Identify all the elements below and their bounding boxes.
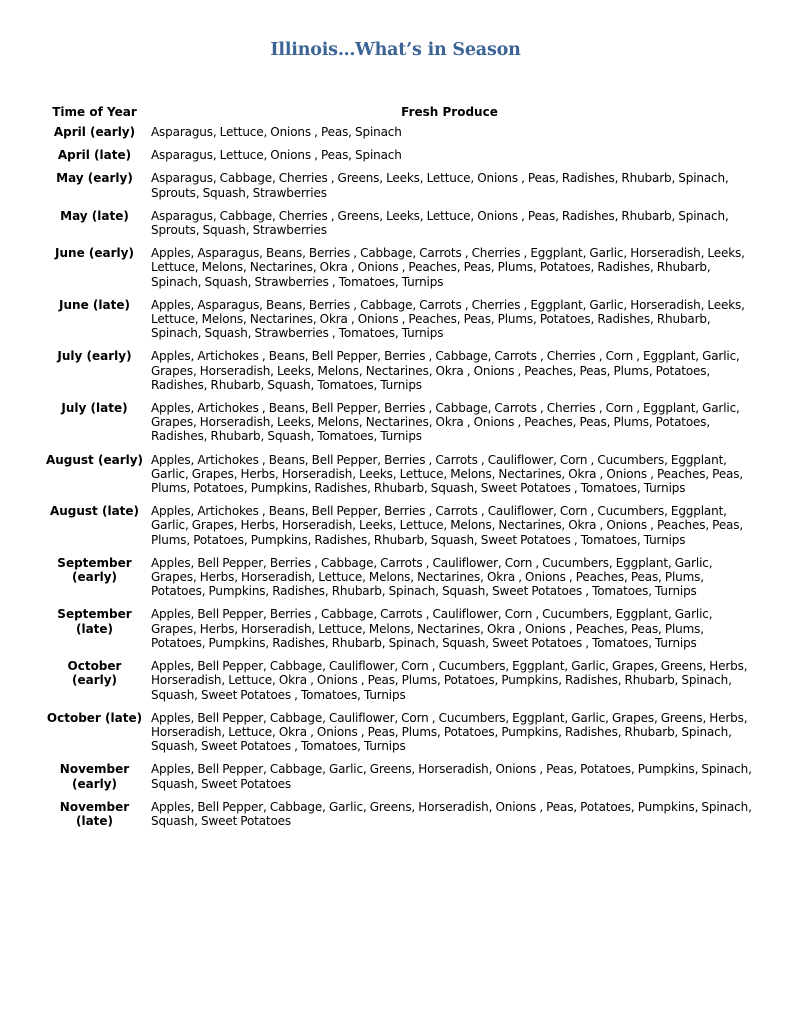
table-row — [44, 246, 754, 298]
produce-cell: Apples, Bell Pepper, Berries , Cabbage, Carrots , Cauliflower, Corn , Cucumbers, Eggplant, Garlic, Grapes, Herbs, Horseradish, Lettuce, Melons, Nectarines, Okra , Onions , Peaches, Peas, Plums, Potatoes, Pumpkins, Radishes, Rhubarb, Spinach, Squash, Sweet Potatoes , Tomatoes, Turnips — [151, 607, 713, 650]
produce-cell: Apples, Bell Pepper, Cabbage, Garlic, Greens, Horseradish, Onions , Peas, Potatoes, Pumpkins, Spinach, Squash, Sweet Potatoes — [151, 799, 752, 828]
table-row — [44, 607, 754, 659]
table-row — [44, 800, 754, 837]
period-cell: May (early) — [56, 171, 133, 186]
period-cell: April (late) — [57, 148, 132, 163]
table-row — [44, 711, 754, 763]
period-cell: September (late) — [57, 607, 132, 636]
page-title: Illinois…What’s in Season — [270, 40, 521, 60]
period-cell: September (early) — [57, 555, 132, 585]
produce-cell: Apples, Bell Pepper, Berries , Cabbage, Carrots , Cauliflower, Corn , Cucumbers, Eggplant, Garlic, Grapes, Herbs, Horseradish, Lettuce, Melons, Nectarines, Okra , Onions , Peaches, Peas, Plums, Potatoes, Pumpkins, Radishes, Rhubarb, Spinach, Squash, Sweet Potatoes , Tomatoes, Turnips — [151, 555, 713, 599]
fresh-produce-header: Fresh Produce — [401, 105, 498, 119]
table-header-row — [44, 104, 754, 125]
period-cell: April (early) — [53, 125, 136, 139]
table-row — [44, 298, 754, 350]
period-cell: June (early) — [55, 246, 134, 261]
period-cell: August (late) — [49, 504, 140, 519]
period-cell: July (early) — [57, 349, 132, 364]
time-of-year-header: Time of Year — [52, 105, 137, 119]
table-row — [44, 349, 754, 401]
produce-cell: Apples, Bell Pepper, Cabbage, Garlic, Greens, Horseradish, Onions , Peas, Potatoes, Pumpkins, Spinach, Squash, Sweet Potatoes — [151, 762, 752, 791]
table-row — [44, 762, 754, 799]
period-cell: July (late) — [61, 401, 128, 416]
season-table — [44, 104, 754, 837]
produce-cell: Apples, Asparagus, Beans, Berries , Cabbage, Carrots , Cherries , Eggplant, Garlic, Horseradish, Leeks, Lettuce, Melons, Nectarines, Okra , Onions , Peaches, Peas, Plums, Potatoes, Radishes, Rhubarb, Spinach, Squash, Strawberries , Tomatoes, Turnips — [151, 246, 745, 289]
produce-cell: Apples, Bell Pepper, Cabbage, Cauliflower, Corn , Cucumbers, Eggplant, Garlic, Grapes, Greens, Herbs, Horseradish, Lettuce, Okra , Onions , Peas, Plums, Potatoes, Pumpkins, Radishes, Rhubarb, Spinach, Squash, Sweet Potatoes , Tomatoes, Turnips — [151, 659, 748, 702]
period-cell: October (early) — [67, 659, 122, 688]
table-row — [44, 148, 754, 171]
table-row — [44, 453, 754, 505]
produce-cell: Apples, Artichokes , Beans, Bell Pepper, Berries , Cabbage, Carrots , Cherries , Corn , Eggplant, Garlic, Grapes, Horseradish, Leeks, Melons, Nectarines, Okra , Onions , Peaches, Peas, Plums, Potatoes, Radishes, Rhubarb, Squash, Tomatoes, Turnips — [151, 349, 740, 392]
period-cell: August (early) — [45, 452, 144, 467]
table-row — [44, 209, 754, 246]
table-row — [44, 504, 754, 556]
produce-cell: Apples, Bell Pepper, Cabbage, Cauliflower, Corn , Cucumbers, Eggplant, Garlic, Grapes, Greens, Herbs, Horseradish, Lettuce, Okra , Onions , Peas, Plums, Potatoes, Pumpkins, Radishes, Rhubarb, Spinach, Squash, Sweet Potatoes , Tomatoes, Turnips — [151, 710, 748, 754]
produce-cell: Asparagus, Cabbage, Cherries , Greens, Leeks, Lettuce, Onions , Peas, Radishes, Rhubarb, Spinach, Sprouts, Squash, Strawberries — [151, 208, 729, 238]
table-row — [44, 556, 754, 608]
produce-cell: Asparagus, Lettuce, Onions , Peas, Spinach — [151, 148, 402, 163]
produce-cell: Apples, Artichokes , Beans, Bell Pepper, Berries , Carrots , Cauliflower, Corn , Cucumbers, Eggplant, Garlic, Grapes, Herbs, Horseradish, Leeks, Lettuce, Melons, Nectarines, Okra , Onions , Peaches, Peas, Plums, Potatoes, Pumpkins, Radishes, Rhubarb, Squash, Sweet Potatoes , Tomatoes, Turnips — [151, 504, 744, 547]
produce-cell: Apples, Artichokes , Beans, Bell Pepper, Berries , Carrots , Cauliflower, Corn , Cucumbers, Eggplant, Garlic, Grapes, Herbs, Horseradish, Leeks, Lettuce, Melons, Nectarines, Okra , Onions , Peaches, Peas, Plums, Potatoes, Pumpkins, Radishes, Rhubarb, Squash, Sweet Potatoes , Tomatoes, Turnips — [151, 452, 744, 496]
produce-cell: Apples, Asparagus, Beans, Berries , Cabbage, Carrots , Cherries , Eggplant, Garlic, Horseradish, Leeks, Lettuce, Melons, Nectarines, Okra , Onions , Peaches, Peas, Plums, Potatoes, Radishes, Rhubarb, Spinach, Squash, Strawberries , Tomatoes, Turnips — [151, 297, 745, 341]
table-row — [44, 659, 754, 711]
table-row — [44, 401, 754, 453]
table-row — [44, 171, 754, 208]
period-cell: May (late) — [60, 208, 129, 223]
period-cell: November (early) — [59, 762, 130, 791]
produce-cell: Asparagus, Lettuce, Onions , Peas, Spinach — [151, 125, 402, 139]
period-cell: October (late) — [46, 710, 143, 725]
produce-cell: Apples, Artichokes , Beans, Bell Pepper, Berries , Cabbage, Carrots , Cherries , Corn , Eggplant, Garlic, Grapes, Horseradish, Leeks, Melons, Nectarines, Okra , Onions , Peaches, Peas, Plums, Potatoes, Radishes, Rhubarb, Squash, Tomatoes, Turnips — [151, 401, 740, 444]
period-cell: November (late) — [59, 799, 130, 828]
table-row — [44, 125, 754, 148]
produce-cell: Asparagus, Cabbage, Cherries , Greens, Leeks, Lettuce, Onions , Peas, Radishes, Rhubarb, Spinach, Sprouts, Squash, Strawberries — [151, 171, 729, 200]
period-cell: June (late) — [59, 297, 130, 312]
